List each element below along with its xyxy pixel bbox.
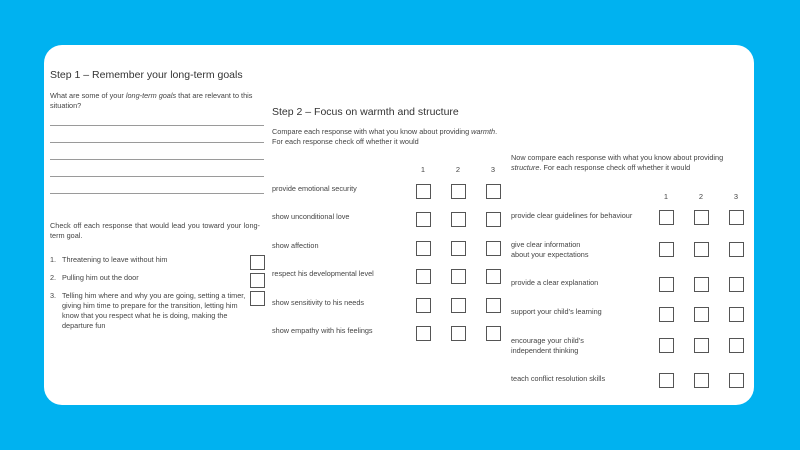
structure-item-1-checkbox-1[interactable] [659, 210, 674, 225]
warmth-item-1-checkbox-3[interactable] [486, 184, 501, 199]
response-1-text: Threatening to leave without him [62, 255, 168, 264]
structure-item-6-checkbox-2[interactable] [694, 373, 709, 388]
warmth-item-5-label: show sensitivity to his needs [272, 298, 365, 307]
warmth-item-5-checkbox-1[interactable] [416, 298, 431, 313]
response-1-number: 1. [50, 255, 57, 264]
structure-item-4-checkbox-3[interactable] [729, 307, 744, 322]
warmth-item-4-label: respect his developmental level [272, 269, 374, 278]
structure-item-5-checkbox-1[interactable] [659, 338, 674, 353]
warmth-item-6-checkbox-2[interactable] [451, 326, 466, 341]
structure-item-1-checkbox-3[interactable] [729, 210, 744, 225]
structure-item-3-label: provide a clear explanation [511, 278, 599, 287]
step2-title: Step 2 – Focus on warmth and structure [272, 106, 459, 118]
warmth-item-3-label: show affection [272, 241, 319, 250]
warmth-item-2-checkbox-2[interactable] [451, 212, 466, 227]
structure-item-3-checkbox-1[interactable] [659, 277, 674, 292]
warmth-item-3-checkbox-1[interactable] [416, 241, 431, 256]
warmth-item-2-checkbox-1[interactable] [416, 212, 431, 227]
warmth-col-1-label: 1 [420, 165, 426, 174]
response-3-checkbox[interactable] [250, 291, 265, 306]
warmth-item-5-checkbox-2[interactable] [451, 298, 466, 313]
answer-line-2[interactable] [50, 142, 264, 143]
warmth-item-6-label: show empathy with his feelings [272, 326, 373, 335]
response-2-text: Pulling him out the door [62, 273, 139, 282]
step1-check-instruction: Check off each response that would lead you toward your long-term goal. [50, 221, 260, 240]
structure-item-6-label: teach conflict resolution skills [511, 374, 606, 383]
warmth-item-4-checkbox-1[interactable] [416, 269, 431, 284]
warmth-instruction: Compare each response with what you know about providing warmth. For each response check off whether it would [272, 127, 498, 146]
structure-item-1-checkbox-2[interactable] [694, 210, 709, 225]
structure-col-3-label: 3 [733, 192, 739, 201]
structure-item-6-checkbox-3[interactable] [729, 373, 744, 388]
warmth-item-4-checkbox-3[interactable] [486, 269, 501, 284]
warmth-item-2-checkbox-3[interactable] [486, 212, 501, 227]
response-3-text: Telling him where and why you are going, setting a timer, giving him time to prepare for the transition, letting him know that you respect what he is doing, making the departure fun [62, 291, 246, 330]
warmth-item-6-checkbox-1[interactable] [416, 326, 431, 341]
structure-item-4-checkbox-2[interactable] [694, 307, 709, 322]
structure-item-4-label: support your child’s learning [511, 307, 602, 316]
structure-item-4-checkbox-1[interactable] [659, 307, 674, 322]
structure-item-2-checkbox-2[interactable] [694, 242, 709, 257]
warmth-item-1-label: provide emotional security [272, 184, 357, 193]
structure-item-5-checkbox-3[interactable] [729, 338, 744, 353]
response-1-checkbox[interactable] [250, 255, 265, 270]
warmth-item-1-checkbox-2[interactable] [451, 184, 466, 199]
worksheet-card [44, 45, 754, 405]
warmth-col-3-label: 3 [490, 165, 496, 174]
response-3-number: 3. [50, 291, 57, 300]
structure-item-3-checkbox-3[interactable] [729, 277, 744, 292]
structure-item-6-checkbox-1[interactable] [659, 373, 674, 388]
structure-item-2-checkbox-1[interactable] [659, 242, 674, 257]
structure-col-1-label: 1 [663, 192, 669, 201]
structure-item-3-checkbox-2[interactable] [694, 277, 709, 292]
answer-line-3[interactable] [50, 159, 264, 160]
warmth-item-5-checkbox-3[interactable] [486, 298, 501, 313]
response-2-checkbox[interactable] [250, 273, 265, 288]
structure-item-2-label: give clear information about your expectations [511, 240, 589, 259]
warmth-item-3-checkbox-2[interactable] [451, 241, 466, 256]
step1-title: Step 1 – Remember your long-term goals [50, 69, 243, 81]
warmth-item-4-checkbox-2[interactable] [451, 269, 466, 284]
warmth-item-2-label: show unconditional love [272, 212, 350, 221]
structure-instruction: Now compare each response with what you know about providing structure. For each response check off whether it would [511, 153, 724, 172]
warmth-col-2-label: 2 [455, 165, 461, 174]
warmth-item-3-checkbox-3[interactable] [486, 241, 501, 256]
answer-line-4[interactable] [50, 176, 264, 177]
step1-question: What are some of your long-term goals that are relevant to this situation? [50, 91, 253, 110]
warmth-item-6-checkbox-3[interactable] [486, 326, 501, 341]
structure-item-5-checkbox-2[interactable] [694, 338, 709, 353]
structure-item-1-label: provide clear guidelines for behaviour [511, 211, 633, 220]
structure-item-5-label: encourage your child’s independent thinking [511, 336, 584, 355]
answer-line-1[interactable] [50, 125, 264, 126]
answer-line-5[interactable] [50, 193, 264, 194]
response-2-number: 2. [50, 273, 57, 282]
structure-item-2-checkbox-3[interactable] [729, 242, 744, 257]
structure-col-2-label: 2 [698, 192, 704, 201]
warmth-item-1-checkbox-1[interactable] [416, 184, 431, 199]
